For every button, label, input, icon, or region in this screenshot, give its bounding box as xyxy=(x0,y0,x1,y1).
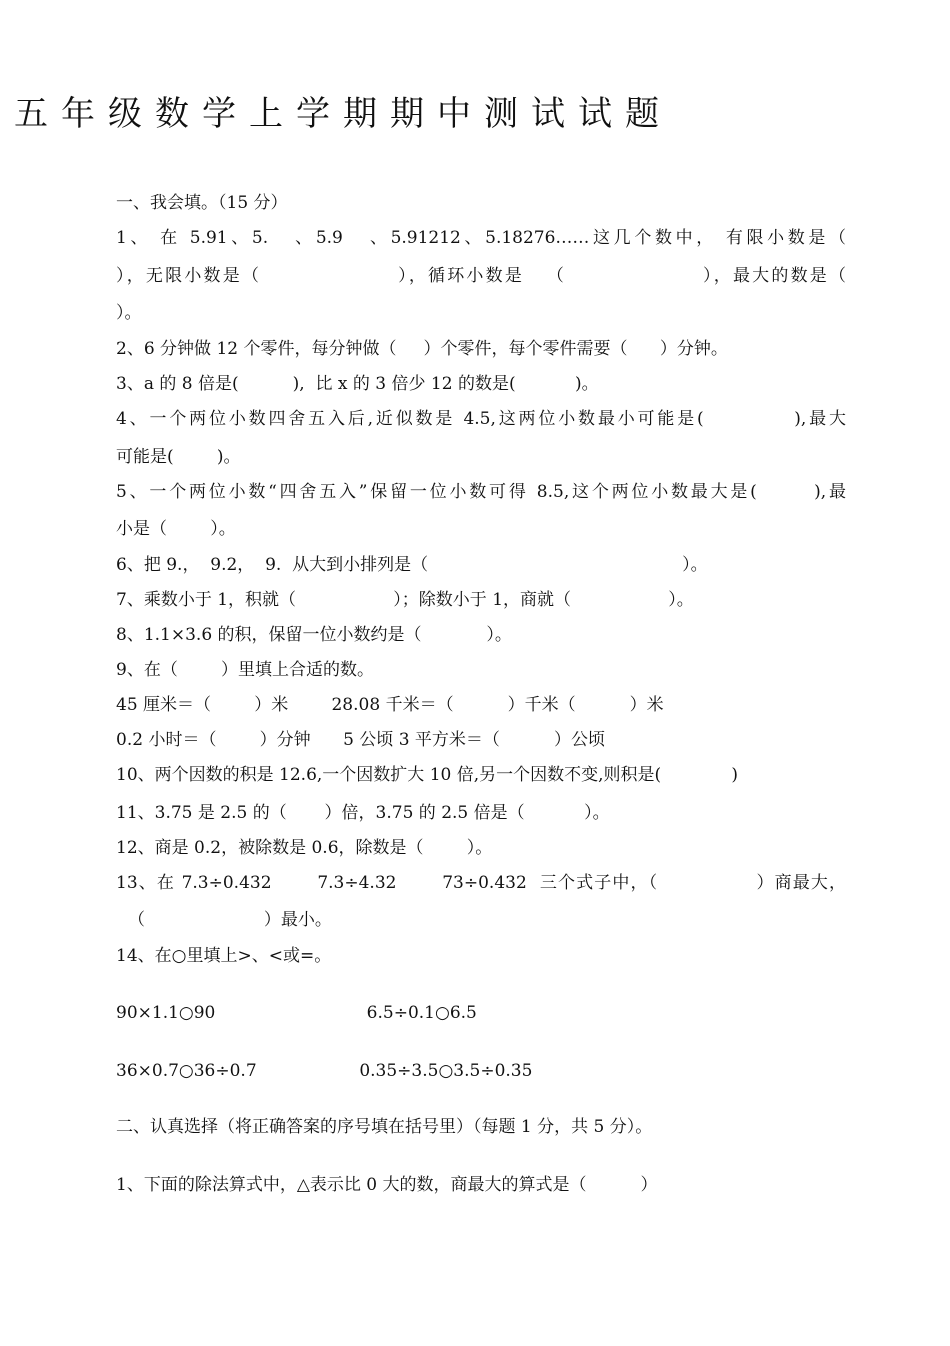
question-line: 90×1.1○90 6.5÷0.1○6.5 xyxy=(116,1003,477,1023)
question-line: 8、1.1×3.6 的积，保留一位小数约是（ ）。 xyxy=(116,625,512,645)
question-line: 1、 在 5.91、5. 、5.9 、5.91212、5.18276……这几个数中， 有限小数是（ xyxy=(116,228,846,248)
question-line: 9、在（ ）里填上合适的数。 xyxy=(116,660,375,680)
question-line: 2、6 分钟做 12 个零件，每分钟做（ ）个零件，每个零件需要（ ）分钟。 xyxy=(116,339,728,359)
question-line: 11、3.75 是 2.5 的（ ）倍，3.75 的 2.5 倍是（ ）。 xyxy=(116,803,610,823)
question-line: 小是（ ）。 xyxy=(116,519,236,539)
section-2-heading: 二、认真选择（将正确答案的序号填在括号里）（每题 1 分，共 5 分）。 xyxy=(116,1117,653,1137)
section-1-heading: 一、我会填。（15 分） xyxy=(116,193,288,213)
question-line: ）。 xyxy=(116,303,142,323)
question-line: 7、乘数小于 1，积就（ ）；除数小于 1，商就（ ）。 xyxy=(116,590,694,610)
question-line: 4、一个两位小数四舍五入后,近似数是 4.5,这两位小数最小可能是( ),最大 xyxy=(116,409,846,429)
question-line: 10、两个因数的积是 12.6,一个因数扩大 10 倍,另一个因数不变,则积是( ) xyxy=(116,765,739,785)
question-line: 13、在 7.3÷0.432 7.3÷4.32 73÷0.432 三个式子中，（ ）商最大， xyxy=(116,873,846,893)
question-line: 45 厘米＝（ ）米 28.08 千米＝（ ）千米（ ）米 xyxy=(116,695,664,715)
question-line: 14、在○里填上>、<或=。 xyxy=(116,946,332,966)
question-line: 36×0.7○36÷0.7 0.35÷3.5○3.5÷0.35 xyxy=(116,1061,533,1081)
question-line: 12、商是 0.2，被除数是 0.6，除数是（ ）。 xyxy=(116,838,493,858)
question-line: 6、把 9.， 9.2， 9. 从大到小排列是（ ）。 xyxy=(116,555,708,575)
question-line: ），无限小数是（ ），循环小数是 （ ），最大的数是（ xyxy=(116,266,846,286)
question-line: 1、下面的除法算式中，△表示比 0 大的数，商最大的算式是（ ） xyxy=(116,1175,658,1195)
question-line: 5、一个两位小数“四舍五入”保留一位小数可得 8.5,这个两位小数最大是( ),最 xyxy=(116,482,846,502)
question-line: 3、a 的 8 倍是( ), 比 x 的 3 倍少 12 的数是( )。 xyxy=(116,374,599,394)
page-title: 五年级数学上学期期中测试试题 xyxy=(14,94,672,134)
question-line: （ ）最小。 xyxy=(128,910,332,930)
question-line: 0.2 小时＝（ ）分钟 5 公顷 3 平方米＝（ ）公顷 xyxy=(116,730,605,750)
question-line: 可能是( )。 xyxy=(116,447,241,467)
